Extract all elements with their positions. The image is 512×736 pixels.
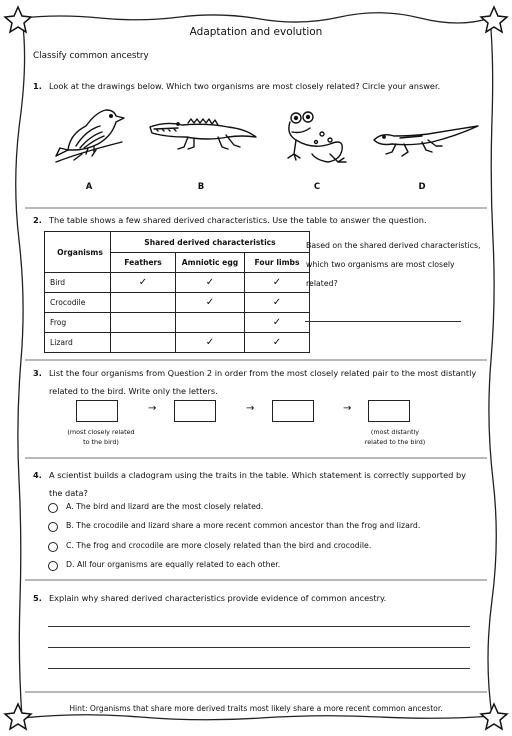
- order-box-2[interactable]: [174, 400, 216, 422]
- table-cell: ✓: [176, 333, 245, 353]
- option-label-b: B: [197, 182, 205, 192]
- answer-line[interactable]: [305, 321, 461, 322]
- traits-table: [44, 231, 310, 353]
- option-label-a: A: [85, 182, 93, 192]
- row-label: Lizard: [45, 333, 111, 353]
- row-label: Frog: [45, 313, 111, 333]
- table-cell: ✓: [245, 333, 310, 353]
- order-box-4[interactable]: [368, 400, 410, 422]
- question-number: 2.: [33, 215, 42, 225]
- organisms-header: Organisms: [45, 232, 111, 273]
- question-text: Look at the drawings below. Which two organisms are most closely related? Circle your answer.: [49, 81, 441, 91]
- arrow-right-icon: →: [246, 403, 255, 414]
- caption-line: to the bird): [83, 438, 119, 446]
- left-caption: [56, 427, 146, 447]
- table-header-row: [45, 232, 310, 253]
- question-text: Explain why shared derived characteristics provide evidence of common ancestry.: [49, 593, 387, 603]
- radio-option-a[interactable]: [48, 503, 58, 513]
- caption-line: related to the bird): [364, 438, 426, 446]
- caption-line: (most distantly: [370, 428, 420, 436]
- table-row: [45, 273, 310, 293]
- table-cell: ✓: [245, 293, 310, 313]
- table-cell: ✓: [176, 273, 245, 293]
- right-caption: [350, 427, 440, 447]
- question-4: [33, 466, 483, 502]
- option-label-c: C: [313, 182, 321, 192]
- question-number: 1.: [33, 81, 42, 91]
- table-cell: [111, 313, 176, 333]
- column-header: Four limbs: [245, 253, 310, 273]
- option-b-text: B. The crocodile and lizard share a more recent common ancestor than the frog and lizard.: [66, 521, 421, 530]
- answer-line[interactable]: [48, 668, 470, 669]
- question-number: 5.: [33, 593, 42, 603]
- order-box-3[interactable]: [272, 400, 314, 422]
- table-cell: [111, 333, 176, 353]
- table-row: [45, 293, 310, 313]
- side-text-line: which two organisms are most closely: [306, 260, 455, 269]
- side-text-line: Based on the shared derived characteristics,: [306, 241, 481, 250]
- row-label: Crocodile: [45, 293, 111, 313]
- radio-option-d[interactable]: [48, 561, 58, 571]
- radio-option-b[interactable]: [48, 522, 58, 532]
- answer-line[interactable]: [48, 647, 470, 648]
- group-header: Shared derived characteristics: [111, 232, 310, 253]
- question-text: List the four organisms from Question 2 in order from the most closely related pair to the most distantly: [49, 368, 477, 378]
- side-text-line: related?: [306, 279, 338, 288]
- table-cell: ✓: [111, 273, 176, 293]
- row-label: Bird: [45, 273, 111, 293]
- arrow-right-icon: →: [148, 403, 157, 414]
- page-title: Adaptation and evolution: [189, 26, 323, 38]
- question-text: A scientist builds a cladogram using the traits in the table. Which statement is correctly supported by: [49, 470, 467, 480]
- frog-drawing[interactable]: [282, 110, 350, 166]
- table-cell: [111, 293, 176, 313]
- question-2: [33, 211, 427, 229]
- question-text: related to the bird. Write only the letters.: [49, 386, 218, 396]
- order-box-1[interactable]: [76, 400, 118, 422]
- arrow-right-icon: →: [343, 403, 352, 414]
- hint-text: Hint: Organisms that share more derived traits most likely share a more recent common ancestor.: [69, 704, 443, 713]
- question-text: The table shows a few shared derived characteristics. Use the table to answer the question.: [49, 215, 427, 225]
- page-subtitle: Classify common ancestry: [33, 51, 149, 61]
- option-c-text: C. The frog and crocodile are more closely related than the bird and crocodile.: [66, 541, 372, 550]
- table-cell: ✓: [245, 273, 310, 293]
- question-number: 3.: [33, 368, 42, 378]
- caption-line: (most closely related: [67, 428, 135, 436]
- table-cell: [176, 313, 245, 333]
- table-row: [45, 313, 310, 333]
- question-number: 4.: [33, 470, 42, 480]
- question-5: [33, 589, 386, 607]
- option-label-d: D: [418, 182, 426, 192]
- table-cell: ✓: [245, 313, 310, 333]
- option-d-text: D. All four organisms are equally related to each other.: [66, 560, 281, 569]
- q2-side-question: [306, 236, 486, 293]
- question-text: the data?: [49, 488, 88, 498]
- crocodile-drawing[interactable]: [148, 115, 258, 160]
- column-header: Amniotic egg: [176, 253, 245, 273]
- question-3: [33, 364, 483, 400]
- column-header: Feathers: [111, 253, 176, 273]
- bird-drawing[interactable]: [52, 104, 126, 166]
- table-cell: ✓: [176, 293, 245, 313]
- table-row: [45, 333, 310, 353]
- lizard-drawing[interactable]: [372, 124, 480, 160]
- option-a-text: A. The bird and lizard are the most closely related.: [66, 502, 264, 511]
- question-1: [33, 77, 440, 95]
- answer-line[interactable]: [48, 626, 470, 627]
- radio-option-c[interactable]: [48, 542, 58, 552]
